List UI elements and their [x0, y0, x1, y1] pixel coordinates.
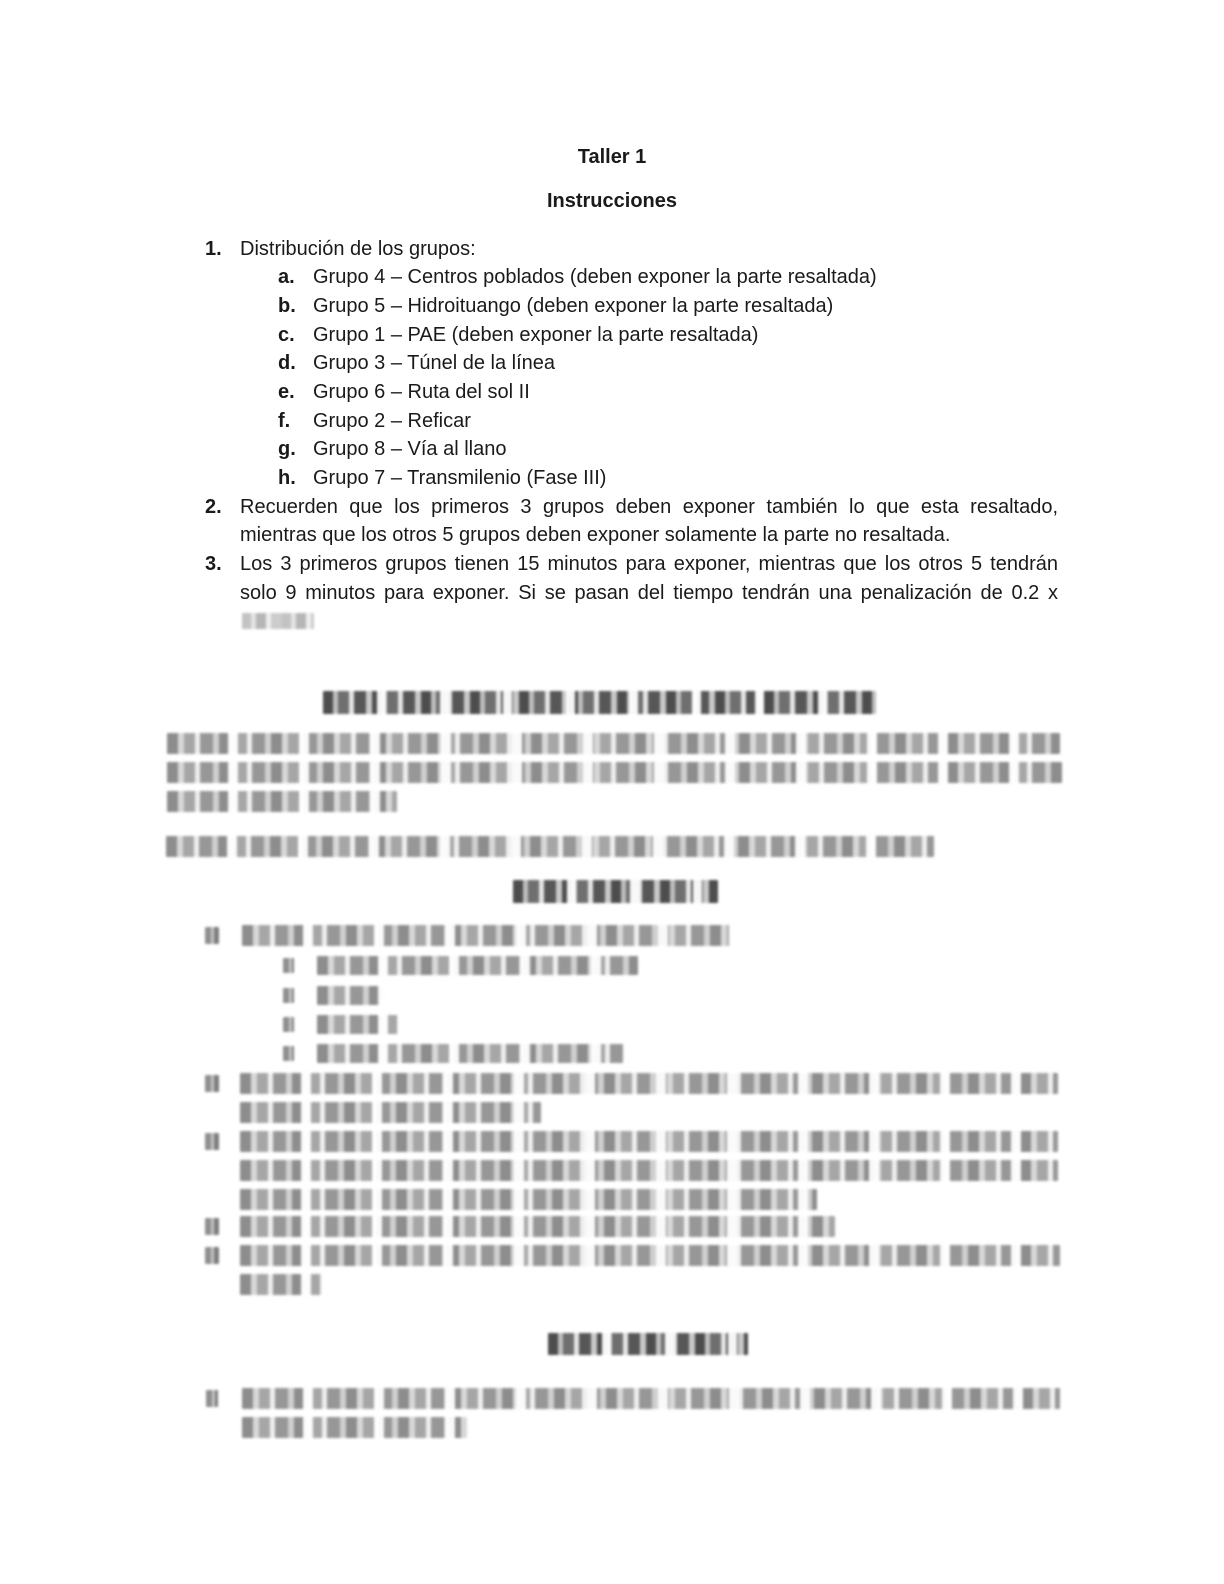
redacted-text-block	[167, 762, 1062, 783]
redacted-marker-block	[206, 1390, 218, 1407]
redacted-heading-block	[548, 1333, 748, 1355]
sub-item-letter: b.	[278, 295, 296, 317]
list-item-line: Distribución de los grupos:	[240, 238, 476, 260]
sub-item-letter: f.	[278, 410, 291, 432]
redacted-text-block	[317, 1044, 623, 1063]
redacted-heading-block	[323, 691, 876, 714]
redacted-text-block	[240, 1073, 1058, 1094]
redacted-marker-block	[283, 988, 294, 1003]
redacted-marker-block	[283, 1046, 294, 1061]
redacted-text-block	[240, 1274, 322, 1295]
sub-item-letter: a.	[278, 266, 295, 288]
redacted-marker-block	[205, 927, 219, 944]
sub-item-text: Grupo 3 – Túnel de la línea	[313, 352, 556, 374]
redacted-text-block	[242, 1417, 467, 1438]
sub-item-text: Grupo 1 – PAE (deben exponer la parte resaltada)	[313, 324, 759, 346]
list-item-line: solo 9 minutos para exponer. Si se pasan del tiempo tendrán una penalización de 0.2 x	[240, 582, 1058, 604]
list-item-number: 1.	[205, 238, 222, 260]
redacted-marker-block	[283, 958, 294, 973]
redacted-marker-block	[205, 1075, 219, 1092]
redacted-text-block	[317, 1015, 398, 1034]
redacted-text-block	[240, 1160, 1058, 1181]
list-item-line: Recuerden que los primeros 3 grupos deben exponer también lo que esta resaltado,	[240, 496, 1058, 518]
page-subtitle: Instrucciones	[546, 190, 678, 212]
redacted-text-block	[240, 1102, 541, 1123]
sub-item-text: Grupo 6 – Ruta del sol II	[313, 381, 530, 403]
redacted-light-block	[242, 613, 314, 629]
redacted-text-block	[242, 925, 730, 946]
sub-item-text: Grupo 4 – Centros poblados (deben exponer la parte resaltada)	[313, 266, 877, 288]
redacted-marker-block	[205, 1218, 219, 1235]
redacted-text-block	[240, 1189, 817, 1210]
sub-item-letter: d.	[278, 352, 296, 374]
list-item-line: mientras que los otros 5 grupos deben exponer solamente la parte no resaltada.	[240, 524, 951, 546]
redacted-text-block	[240, 1131, 1058, 1152]
sub-item-text: Grupo 5 – Hidroituango (deben exponer la parte resaltada)	[313, 295, 834, 317]
redacted-marker-block	[205, 1247, 219, 1264]
redacted-heading-block	[513, 880, 718, 903]
page-title: Taller 1	[577, 146, 647, 168]
redacted-marker-block	[205, 1133, 219, 1150]
sub-item-text: Grupo 7 – Transmilenio (Fase III)	[313, 467, 607, 489]
sub-item-letter: h.	[278, 467, 296, 489]
sub-item-letter: c.	[278, 324, 295, 346]
list-item-number: 2.	[205, 496, 222, 518]
sub-item-text: Grupo 8 – Vía al llano	[313, 438, 507, 460]
sub-item-letter: e.	[278, 381, 295, 403]
list-item-number: 3.	[205, 553, 222, 575]
sub-item-letter: g.	[278, 438, 296, 460]
redacted-text-block	[242, 1388, 1060, 1409]
redacted-text-block	[167, 791, 397, 812]
redacted-text-block	[240, 1216, 835, 1237]
redacted-text-block	[166, 836, 934, 857]
redacted-marker-block	[283, 1017, 294, 1032]
redacted-text-block	[317, 986, 385, 1005]
sub-item-text: Grupo 2 – Reficar	[313, 410, 471, 432]
redacted-text-block	[317, 956, 638, 975]
list-item-line: Los 3 primeros grupos tienen 15 minutos para exponer, mientras que los otros 5 tendrán	[240, 553, 1058, 575]
redacted-text-block	[167, 733, 1060, 754]
redacted-text-block	[240, 1245, 1060, 1266]
